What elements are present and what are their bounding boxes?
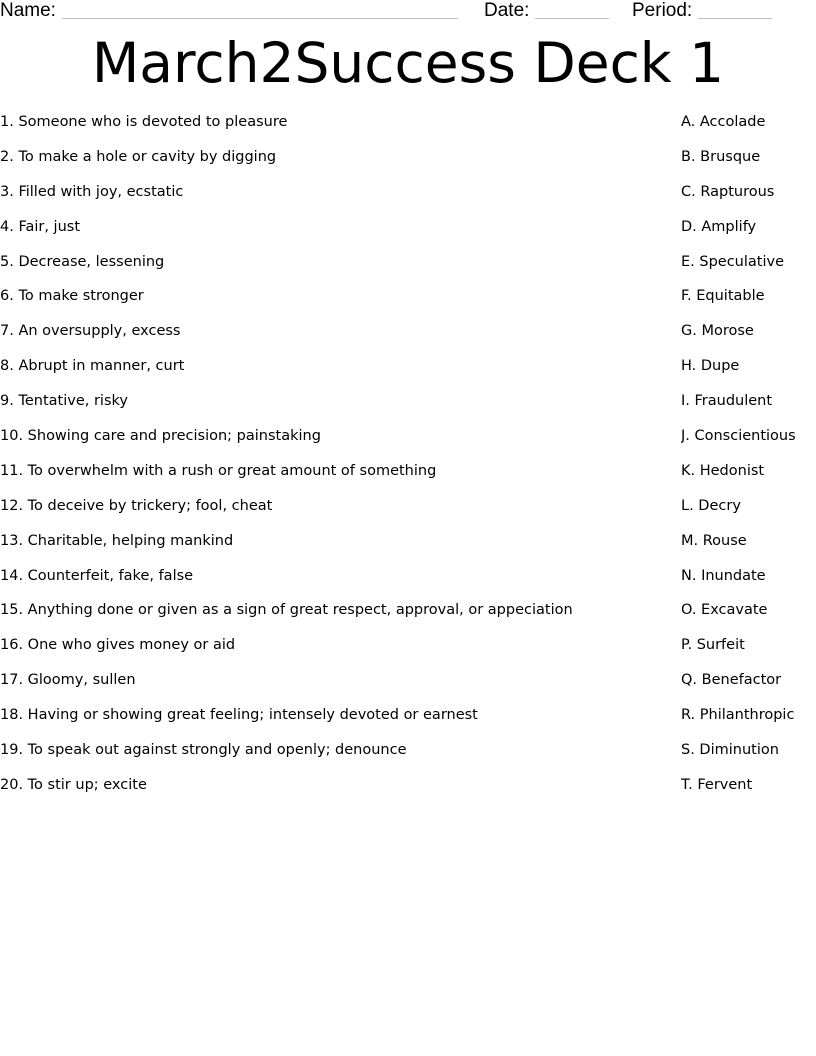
clue-item: 1. Someone who is devoted to pleasure [0, 114, 288, 130]
answer-item: C. Rapturous [681, 183, 775, 200]
clue-item: 13. Charitable, helping mankind [0, 532, 234, 549]
answer-item: N. Inundate [681, 567, 766, 584]
date-blank-line[interactable] [535, 2, 609, 19]
name-blank-line[interactable] [62, 2, 458, 19]
clue-item: 11. To overwhelm with a rush or great amount of something [0, 462, 437, 479]
clue-item: 9. Tentative, risky [0, 393, 128, 410]
clue-item: 15. Anything done or given as a sign of great respect, approval, or appeciation [0, 602, 573, 619]
answer-item: Q. Benefactor [681, 672, 782, 689]
clue-item: 5. Decrease, lessening [0, 253, 165, 270]
name-field [0, 0, 458, 22]
answer-item: D. Amplify [681, 218, 757, 235]
answer-list [681, 112, 816, 810]
clue-item: 6. To make stronger [0, 288, 144, 305]
clue-item: 19. To speak out against strongly and openly; denounce [0, 742, 407, 759]
clue-item: 4. Fair, just [0, 218, 81, 235]
answer-item: A. Accolade [681, 114, 766, 130]
clue-item: 10. Showing care and precision; painstaking [0, 428, 321, 445]
date-label: Date: [484, 0, 530, 21]
answer-item: M. Rouse [681, 532, 747, 549]
answer-item: T. Fervent [681, 776, 753, 793]
clue-item: 20. To stir up; excite [0, 776, 147, 793]
answer-item: L. Decry [681, 497, 741, 514]
answer-item: J. Conscientious [681, 428, 796, 445]
clue-item: 12. To deceive by trickery; fool, cheat [0, 497, 273, 514]
worksheet-title: March2Success Deck 1 [91, 31, 725, 95]
answer-item: O. Excavate [681, 602, 768, 619]
clue-item: 3. Filled with joy, ecstatic [0, 183, 184, 200]
answer-item: K. Hedonist [681, 462, 765, 479]
answer-item: I. Fraudulent [681, 393, 773, 410]
name-label: Name: [0, 0, 56, 21]
clue-item: 17. Gloomy, sullen [0, 672, 136, 689]
answer-item: F. Equitable [681, 288, 765, 305]
worksheet-header [0, 0, 816, 24]
answer-item: S. Diminution [681, 742, 779, 759]
clue-item: 18. Having or showing great feeling; intensely devoted or earnest [0, 707, 478, 724]
period-label: Period: [632, 0, 693, 21]
clue-item: 7. An oversupply, excess [0, 323, 181, 340]
clue-list [0, 112, 660, 810]
clue-item: 16. One who gives money or aid [0, 637, 236, 654]
answer-item: G. Morose [681, 323, 754, 340]
clue-item: 2. To make a hole or cavity by digging [0, 148, 277, 165]
clue-item: 8. Abrupt in manner, curt [0, 358, 185, 375]
period-blank-line[interactable] [698, 2, 772, 19]
answer-item: R. Philanthropic [681, 707, 795, 724]
period-field [632, 0, 772, 22]
clue-item: 14. Counterfeit, fake, false [0, 567, 194, 584]
answer-item: P. Surfeit [681, 637, 745, 654]
date-field [484, 0, 609, 22]
answer-item: B. Brusque [681, 148, 761, 165]
answer-item: H. Dupe [681, 358, 740, 375]
answer-item: E. Speculative [681, 253, 785, 270]
